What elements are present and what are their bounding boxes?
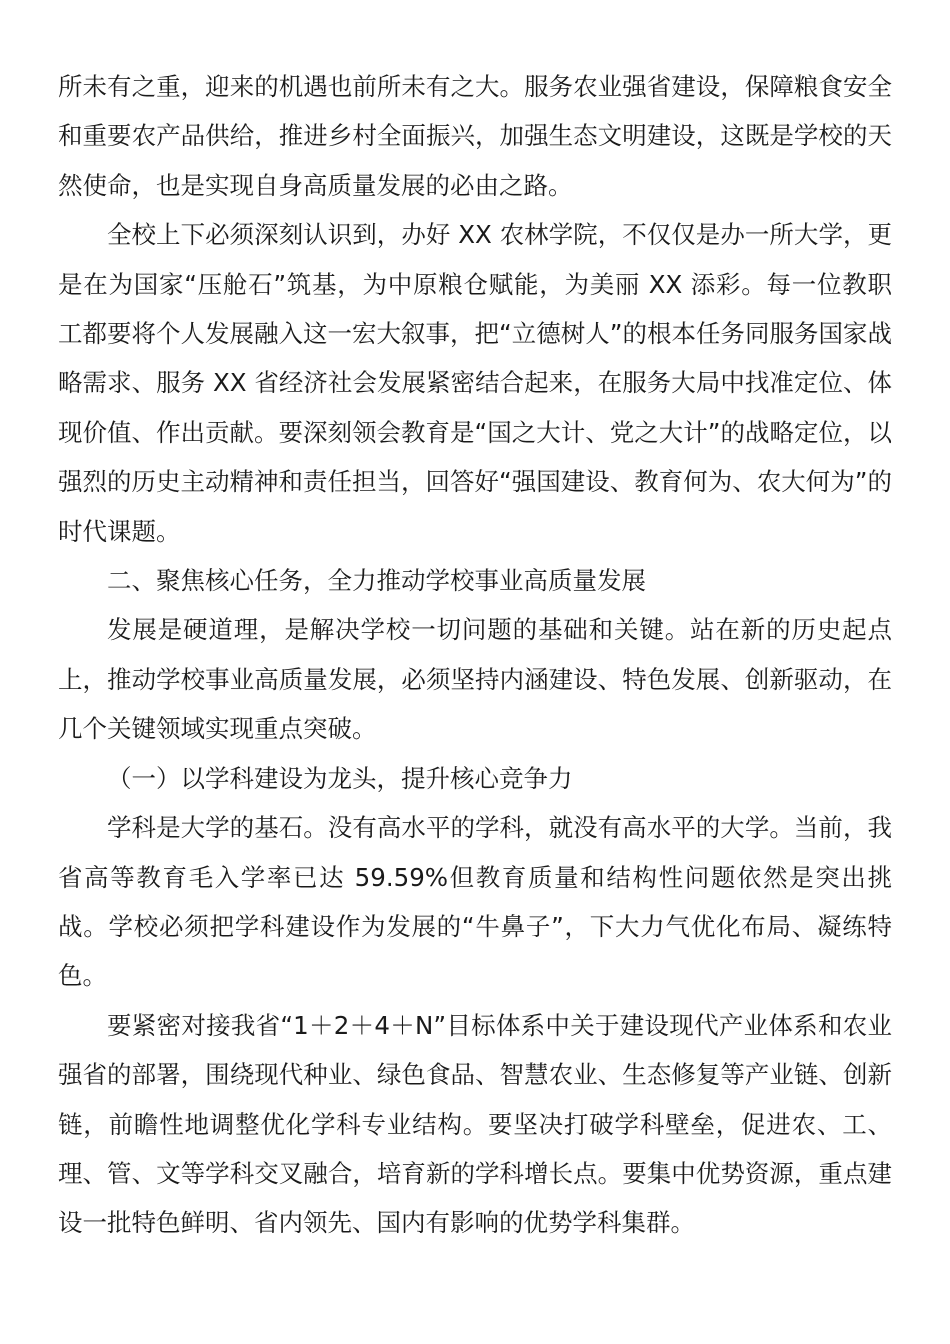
paragraph-continuation: 所未有之重，迎来的机遇也前所未有之大。服务农业强省建设，保障粮食安全和重要农产品供给，推进乡村全面振兴，加强生态文明建设，这既是学校的天然使命，也是实现自身高质量发展的必由之路。 (58, 72, 892, 200)
section-heading-two: 二、聚焦核心任务，全力推动学校事业高质量发展 (107, 566, 646, 596)
paragraph-understanding: 全校上下必须深刻认识到，办好 XX 农林学院，不仅仅是办一所大学，更是在为国家“压舱石”筑基，为中原粮仓赋能，为美丽 XX 添彩。每一位教职工都要将个人发展融入这一宏大叙事，把“立德树人”的根本任务同服务国家战略需求、服务 XX 省经济社会发展紧密结合起来，在服务大局中找准定位、体现价值、作出贡献。要深刻领会教育是“国之大计、党之大计”的战略定位，以强烈的历史主动精神和责任担当，回答好“强国建设、教育何为、农大何为”的时代课题。 (58, 220, 892, 546)
subsection-heading-one: （一）以学科建设为龙头，提升核心竞争力 (107, 763, 573, 793)
paragraph-alignment: 要紧密对接我省“1＋2＋4＋N”目标体系中关于建设现代产业体系和农业强省的部署，围绕现代种业、绿色食品、智慧农业、生态修复等产业链、创新链，前瞻性地调整优化学科专业结构。要坚决打破学科壁垒，促进农、工、理、管、文等学科交叉融合，培育新的学科增长点。要集中优势资源，重点建设一批特色鲜明、省内领先、国内有影响的优势学科集群。 (58, 1010, 892, 1238)
paragraph-discipline: 学科是大学的基石。没有高水平的学科，就没有高水平的大学。当前，我省高等教育毛入学率已达 59.59%但教育质量和结构性问题依然是突出挑战。学校必须把学科建设作为发展的“牛鼻子”，下大力气优化布局、凝练特色。 (58, 813, 892, 991)
paragraph-development: 发展是硬道理，是解决学校一切问题的基础和关键。站在新的历史起点上，推动学校事业高质量发展，必须坚持内涵建设、特色发展、创新驱动，在几个关键领域实现重点突破。 (58, 615, 892, 744)
document-body (58, 62, 892, 1248)
